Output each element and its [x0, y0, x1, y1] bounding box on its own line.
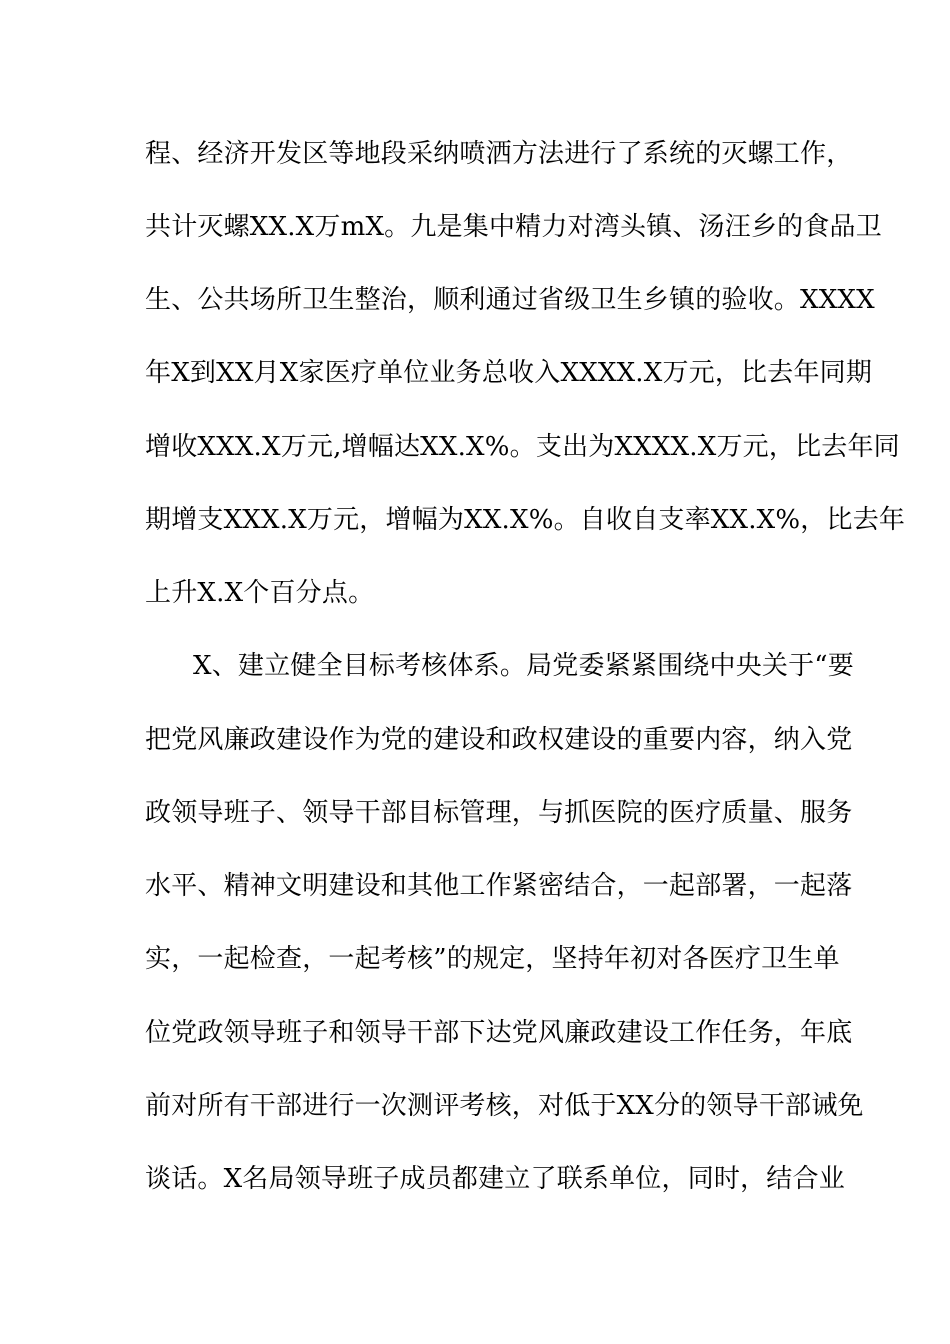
- text-line: 程、经济开发区等地段采纳喷洒方法进行了系统的灭螺工作，: [145, 139, 853, 169]
- text-line: 前对所有干部进行一次测评考核，对低于XX分的领导干部诫免: [145, 1091, 864, 1121]
- text-line: 年X到XX月X家医疗单位业务总收入XXXX.X万元，比去年同期: [145, 358, 873, 388]
- text-line: 实，一起检查，一起考核”的规定，坚持年初对各医疗卫生单: [145, 944, 840, 974]
- text-line: 把党风廉政建设作为党的建设和政权建设的重要内容，纳入党: [145, 725, 853, 755]
- text-line: 谈话。X名局领导班子成员都建立了联系单位，同时，结合业: [145, 1164, 845, 1194]
- text-line: 增收XXX.X万元,增幅达XX.X%。支出为XXXX.X万元，比去年同: [145, 432, 900, 462]
- text-line: 生、公共场所卫生整治，顺利通过省级卫生乡镇的验收。XXXX: [145, 285, 875, 315]
- text-line: 政领导班子、领导干部目标管理，与抓医院的医疗质量、服务: [145, 798, 853, 828]
- text-line: 期增支XXX.X万元，增幅为XX.X%。自收自支率XX.X%，比去年: [145, 505, 906, 535]
- text-line: 共计灭螺XX.X万mX。九是集中精力对湾头镇、汤汪乡的食品卫: [145, 212, 882, 242]
- text-line: 水平、精神文明建设和其他工作紧密结合，一起部署，一起落: [145, 871, 853, 901]
- text-line: X、建立健全目标考核体系。局党委紧紧围绕中央关于“要: [193, 651, 855, 681]
- text-line: 上升X.X个百分点。: [145, 578, 375, 608]
- text-line: 位党政领导班子和领导干部下达党风廉政建设工作任务，年底: [145, 1018, 853, 1048]
